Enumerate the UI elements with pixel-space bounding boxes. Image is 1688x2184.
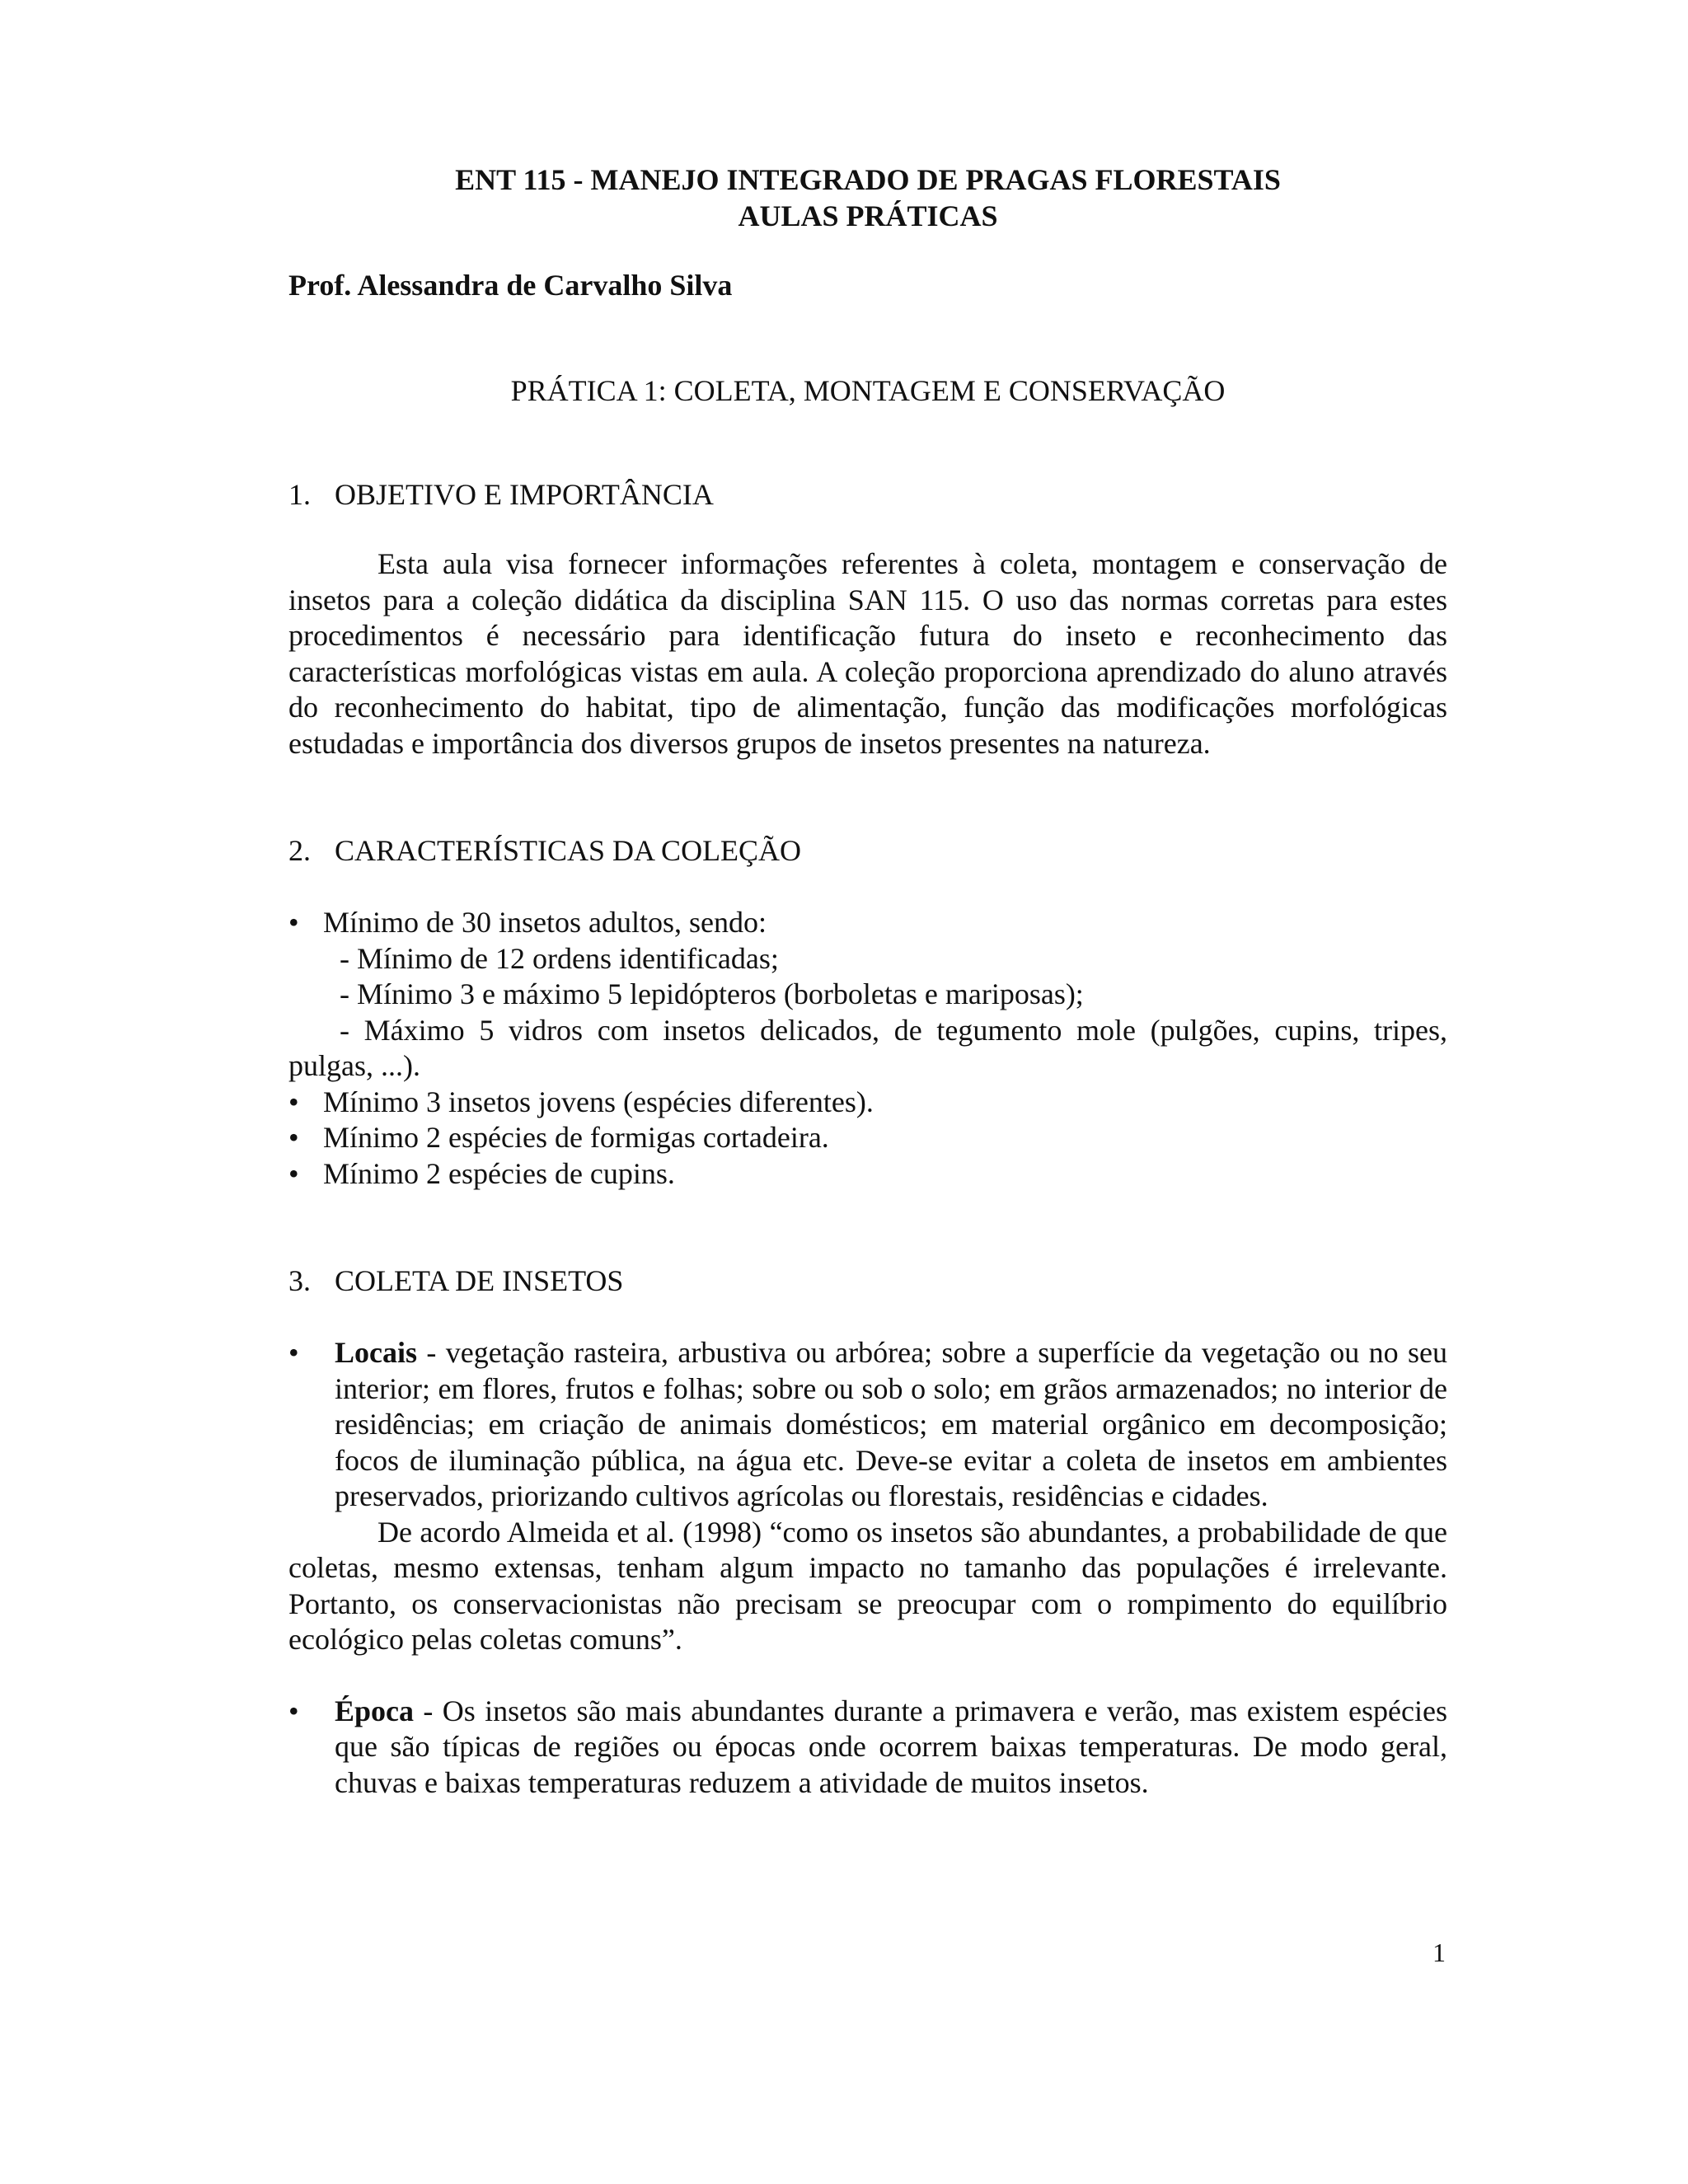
sub-list-item: - Mínimo 3 e máximo 5 lepidópteros (borboletas e mariposas); <box>340 977 1084 1010</box>
section-number: 1. <box>288 478 311 511</box>
bullet-icon: • <box>288 1085 299 1118</box>
section-title: OBJETIVO E IMPORTÂNCIA <box>335 478 714 511</box>
list-item-epoca <box>288 1694 1447 1802</box>
bullet-icon: • <box>288 1336 299 1369</box>
section-heading <box>288 1263 1447 1299</box>
section-heading <box>288 832 1447 869</box>
term-label: Época <box>335 1694 415 1727</box>
section-number: 3. <box>288 1264 311 1297</box>
author: Prof. Alessandra de Carvalho Silva <box>288 269 733 302</box>
section-title: CARACTERÍSTICAS DA COLEÇÃO <box>335 834 802 867</box>
section-2 <box>288 832 1447 1192</box>
list-item: • Mínimo de 30 insetos adultos, sendo: <box>288 905 1447 941</box>
practice-title: PRÁTICA 1: COLETA, MONTAGEM E CONSERVAÇÃO <box>510 374 1226 407</box>
bullet-icon: • <box>288 1121 299 1154</box>
page-number: 1 <box>1432 1938 1446 1967</box>
collection-list <box>288 905 1447 1192</box>
bullet-icon: • <box>288 906 299 939</box>
document-header <box>288 162 1447 409</box>
section-3 <box>288 1263 1447 1801</box>
section-title: COLETA DE INSETOS <box>335 1264 624 1297</box>
document-page <box>288 162 1447 1801</box>
section-heading <box>288 476 1447 513</box>
course-subtitle: AULAS PRÁTICAS <box>738 199 998 232</box>
term-description: - vegetação rasteira, arbustiva ou arbórea; sobre a superfície da vegetação ou no seu interior; em flores, frutos e folhas; sobre ou sob o solo; em grãos armazenados; no interior de residências; em criação de animais domésticos; em material orgânico em decomposição; focos de iluminação pública, na água etc. Deve-se evitar a coleta de insetos em ambientes preservados, priorizando cultivos agrícolas ou florestais, residências e cidades. <box>335 1336 1447 1512</box>
term-description: - Os insetos são mais abundantes durante a primavera e verão, mas existem espécies que são típicas de regiões ou épocas onde ocorrem baixas temperaturas. De modo geral, chuvas e baixas temperaturas reduzem a atividade de muitos insetos. <box>335 1694 1447 1799</box>
list-item: • Mínimo 2 espécies de cupins. <box>288 1156 1447 1193</box>
list-item: • Mínimo 3 insetos jovens (espécies diferentes). <box>288 1085 1447 1121</box>
list-item: • Mínimo 2 espécies de formigas cortadeira. <box>288 1120 1447 1156</box>
bullet-icon: • <box>288 1156 299 1190</box>
quote-paragraph: De acordo Almeida et al. (1998) “como os insetos são abundantes, a probabilidade de que coletas, mesmo extensas, tenham algum impacto no tamanho das populações é irrelevante. Portanto, os conservacionistas não precisam se preocupar com o rompimento do equilíbrio ecológico pelas coletas comuns”. <box>288 1515 1447 1656</box>
course-title: ENT 115 - MANEJO INTEGRADO DE PRAGAS FLORESTAIS <box>455 163 1281 196</box>
sub-list-item: - Máximo 5 vidros com insetos delicados, de tegumento mole (pulgões, cupins, tripes, pulgas, ...). <box>288 1013 1447 1082</box>
sub-list-item: - Mínimo de 12 ordens identificadas; <box>340 941 779 975</box>
section-number: 2. <box>288 834 311 867</box>
bullet-icon: • <box>288 1694 299 1727</box>
list-item-locais <box>288 1335 1447 1515</box>
section-1 <box>288 476 1447 762</box>
section-paragraph: Esta aula visa fornecer informações referentes à coleta, montagem e conservação de insetos para a coleção didática da disciplina SAN 115. O uso das normas corretas para estes procedimentos é necessário para identificação futura do inseto e reconhecimento das características morfológicas vistas em aula. A coleção proporciona aprendizado do aluno através do reconhecimento do habitat, tipo de alimentação, função das modificações morfológicas estudadas e importância dos diversos grupos de insetos presentes na natureza. <box>288 547 1447 760</box>
term-label: Locais <box>335 1336 418 1369</box>
